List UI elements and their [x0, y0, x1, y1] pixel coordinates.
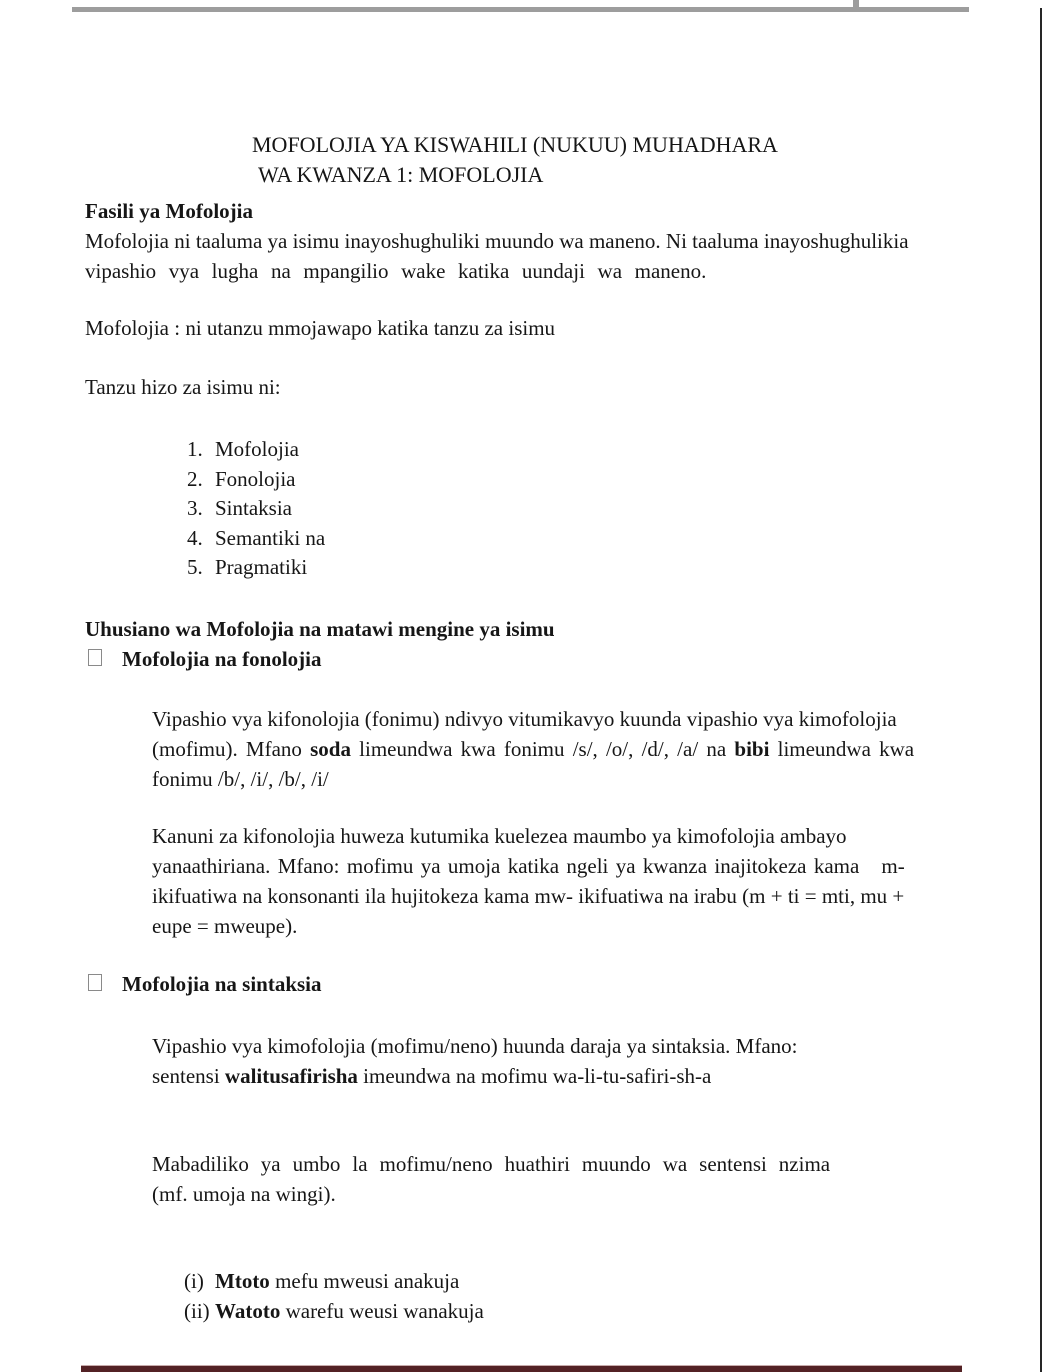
document-page [85, 0, 961, 1326]
text: fonimu /b/, /i/, /b/, /i/ [152, 766, 329, 791]
text-line [152, 821, 961, 851]
heading-fasili-ya-mofolojia: Fasili ya Mofolojia [85, 199, 253, 223]
bold-text: bibi [734, 736, 770, 761]
bold-text: Watoto [215, 1298, 281, 1323]
list-item-number: 2. [187, 466, 203, 491]
text-line [152, 1179, 961, 1209]
list-item [187, 524, 961, 554]
text: (mf. umoja na wingi). [152, 1181, 336, 1206]
list-item-number: 4. [187, 525, 203, 550]
list-item-label: Mofolojia [215, 437, 299, 461]
list-item-number: 3. [187, 496, 203, 520]
text: mefu mweusi anakuja [269, 1268, 460, 1293]
document-title-line1: MOFOLOJIA YA KISWAHILI (NUKUU) MUHADHARA [252, 132, 778, 157]
list-item-label: Fonolojia [215, 466, 296, 491]
square-bullet-icon [88, 649, 102, 666]
list-item [187, 465, 961, 495]
text: Vipashio vya kifonolojia (fonimu) ndivyo vitumikavyo kuunda vipashio vya kimofolojia [152, 706, 897, 731]
bold-text: Mtoto [215, 1268, 270, 1293]
bullet-item-label: Mofolojia na sintaksia [122, 971, 322, 996]
text-line [152, 764, 961, 794]
text-line [152, 1031, 961, 1061]
text: limeundwa kwa fonimu /s/, /o/, /d/, /a/ na [350, 736, 735, 761]
text: vipashio vya lugha na mpangilio wake katika uundaji wa maneno. [85, 259, 707, 283]
list-item [187, 494, 961, 524]
text-line [184, 1296, 961, 1326]
bullet-item-fonolojia [88, 644, 961, 674]
text: (i) [184, 1268, 210, 1293]
bullet-item-sintaksia [88, 969, 961, 999]
list-item-label: Semantiki na [215, 525, 326, 550]
text: yanaathiriana. Mfano: mofimu ya umoja katika ngeli ya kwanza inajitokeza kama m- [152, 853, 905, 878]
list-item [187, 435, 961, 465]
text: Mabadiliko ya umbo la mofimu/neno huathiri muundo wa sentensi nzima [152, 1151, 831, 1176]
text-line [152, 881, 961, 911]
text: eupe = mweupe). [152, 913, 298, 938]
list-item [187, 553, 961, 583]
text: (mofimu). Mfano [152, 736, 311, 761]
page-right-edge-line [1040, 8, 1042, 1372]
heading-uhusiano: Uhusiano wa Mofolojia na matawi mengine ya isimu [85, 616, 555, 641]
text-line [152, 1149, 961, 1179]
text-line [184, 1266, 961, 1296]
text-line [152, 911, 961, 941]
text-line [152, 1061, 961, 1091]
paragraph-block-sintaksia [152, 1031, 961, 1091]
text: ikifuatiwa na konsonanti ila hujitokeza kama mw- ikifuatiwa na irabu (m + ti = mti, mu + [152, 883, 905, 908]
paragraph-block-kanuni [152, 821, 961, 941]
text: Mofolojia ni taaluma ya isimu inayoshughuliki muundo wa maneno. Ni taaluma inayoshughulikia [85, 229, 909, 253]
text-line [152, 851, 961, 881]
text: Vipashio vya kimofolojia (mofimu/neno) huunda daraja ya sintaksia. Mfano: [152, 1033, 798, 1058]
text: (ii) [184, 1298, 210, 1323]
bold-text: soda [310, 736, 351, 761]
text: Kanuni za kifonolojia huweza kutumika kuelezea maumbo ya kimofolojia ambayo [152, 823, 847, 848]
text-line [152, 734, 961, 764]
document-title-line2: WA KWANZA 1: MOFOLOJIA [258, 162, 544, 187]
square-bullet-icon [88, 974, 102, 991]
paragraph-tanzu-hizo: Tanzu hizo za isimu ni: [85, 375, 281, 399]
paragraph-block-fonimu [152, 704, 961, 794]
text-line [85, 256, 961, 286]
text: imeundwa na mofimu wa-li-tu-safiri-sh-a [357, 1063, 712, 1088]
tanzu-numbered-list [187, 435, 961, 583]
paragraph-block-mabadiliko [152, 1149, 961, 1209]
text-line [85, 226, 961, 256]
example-list [184, 1266, 961, 1326]
bottom-divider-bar [81, 1365, 962, 1372]
bullet-item-label: Mofolojia na fonolojia [122, 646, 322, 671]
bold-text: walitusafirisha [224, 1063, 358, 1088]
text: sentensi [152, 1063, 225, 1088]
list-item-number: 5. [187, 555, 203, 579]
list-item-label: Pragmatiki [215, 555, 308, 579]
text: limeundwa kwa [769, 736, 915, 761]
list-item-label: Sintaksia [215, 496, 292, 520]
paragraph-utanzu: Mofolojia : ni utanzu mmojawapo katika tanzu za isimu [85, 316, 556, 340]
text-line [152, 704, 961, 734]
intro-paragraph [85, 226, 961, 286]
text: warefu weusi wanakuja [280, 1298, 484, 1323]
list-item-number: 1. [187, 437, 203, 461]
